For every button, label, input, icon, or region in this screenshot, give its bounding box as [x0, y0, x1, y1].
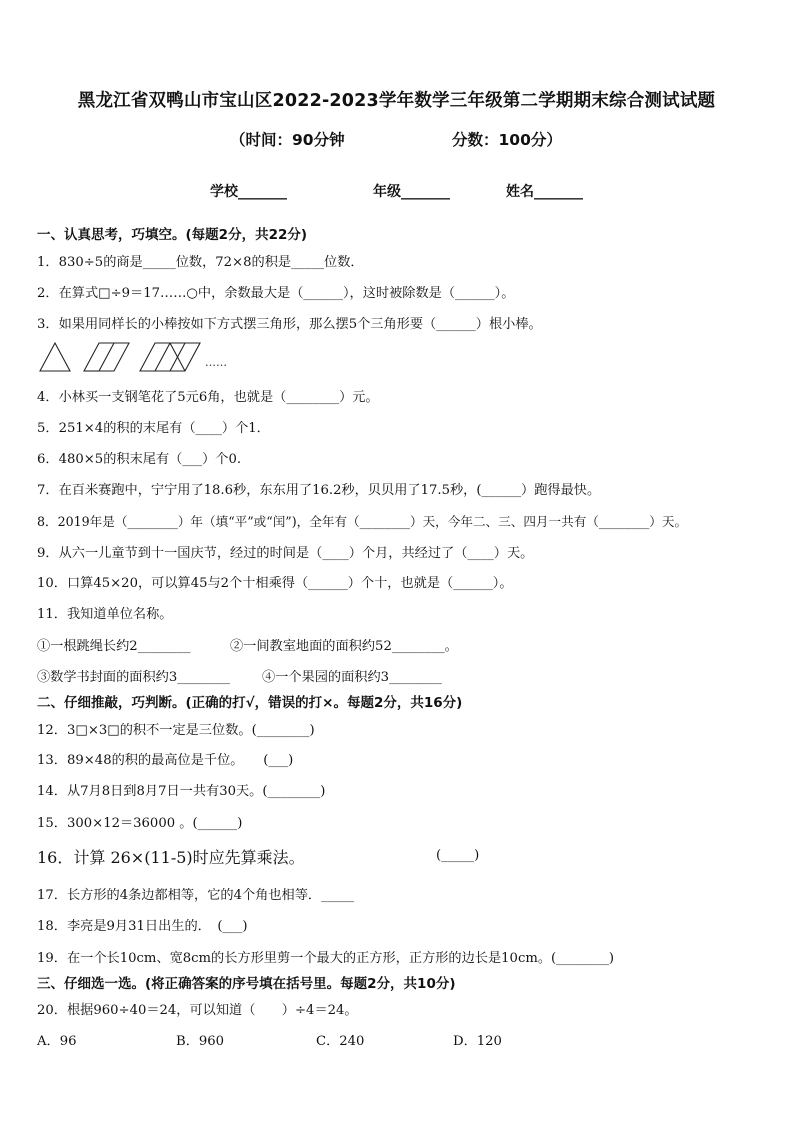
question-5: 5．251×4的积的末尾有（____）个1． — [37, 421, 270, 436]
exam-time: （时间：90分钟 — [230, 131, 345, 149]
question-3: 3．如果用同样长的小棒按如下方式摆三角形，那么摆5个三角形要（______）根小棒。 — [37, 317, 542, 332]
section-heading-judge: 二、仔细推敲，巧判断。(正确的打√，错误的打×。每题2分，共16分) — [37, 695, 463, 711]
name-field: 姓名_______ — [506, 184, 583, 200]
question-12: 12．3□×3□的积不一定是三位数。(________) — [37, 723, 315, 738]
school-field: 学校_______ — [210, 184, 287, 200]
question-11-d: ④一个果园的面积约3________ — [262, 670, 442, 685]
section-heading-fill: 一、认真思考，巧填空。(每题2分，共22分) — [37, 227, 308, 243]
question-7: 7．在百米赛跑中，宁宁用了18.6秒，东东用了16.2秒，贝贝用了17.5秒，(______）跑得最快。 — [37, 483, 601, 498]
question-9: 9．从六一儿童节到十一国庆节，经过的时间是（____）个月，共经过了（____）天。 — [37, 546, 534, 561]
question-18: 18．李亮是9月31日出生的． (___) — [37, 919, 248, 934]
question-20: 20．根据960÷40＝24，可以知道（ ）÷4＝24。 — [37, 1003, 358, 1018]
section-heading-choice: 三、仔细选一选。(将正确答案的序号填在括号里。每题2分，共10分) — [37, 976, 456, 992]
page-title: 黑龙江省双鸭山市宝山区2022-2023学年数学三年级第二学期期末综合测试试题 — [77, 91, 716, 111]
triangle-shape — [40, 343, 70, 371]
question-6: 6．480×5的积末尾有（___）个0. — [37, 452, 242, 467]
question-11-c: ③数学书封面的面积约3________ — [37, 670, 231, 685]
exam-score: 分数：100分） — [452, 131, 562, 149]
choice-a: A．96 — [37, 1034, 77, 1049]
question-16-blank: (_____) — [436, 848, 480, 863]
question-11-a: ①一根跳绳长约2________ — [37, 639, 191, 654]
triangle-sticks-figure — [37, 340, 237, 374]
three-triangles-shape — [140, 343, 200, 371]
question-11: 11．我知道单位名称。 — [37, 607, 173, 622]
question-8: 8．2019年是（________）年（填“平”或“闰”)，全年有（________）天，今年二、三、四月一共有（________）天。 — [37, 514, 688, 529]
question-14: 14．从7月8日到8月7日一共有30天。(________) — [37, 784, 326, 799]
question-4: 4．小林买一支钢笔花了5元6角，也就是（________）元。 — [37, 390, 379, 405]
choice-c: C．240 — [316, 1034, 365, 1049]
grade-field: 年级_______ — [373, 184, 450, 200]
question-13: 13．89×48的积的最高位是千位。 (___) — [37, 753, 294, 768]
question-11-b: ②一间教室地面的面积约52________。 — [230, 639, 458, 654]
question-19: 19．在一个长10cm、宽8cm的长方形里剪一个最大的正方形，正方形的边长是10cm。(________) — [37, 951, 615, 966]
continuation-dots: …… — [205, 356, 227, 369]
question-17: 17．长方形的4条边都相等，它的4个角也相等．_____ — [37, 888, 355, 903]
question-1: 1．830÷5的商是_____位数，72×8的积是_____位数． — [37, 255, 364, 270]
question-15: 15．300×12＝36000 。(______) — [37, 816, 243, 831]
question-2: 2．在算式□÷9＝17……○中，余数最大是（______），这时被除数是（______）。 — [37, 286, 515, 301]
choice-d: D．120 — [453, 1034, 502, 1049]
question-16: 16．计算 26×(11-5)时应先算乘法。 — [37, 848, 305, 867]
choice-b: B．960 — [176, 1034, 225, 1049]
question-10: 10．口算45×20，可以算45与2个十相乘得（______）个十，也就是（______）。 — [37, 576, 513, 591]
